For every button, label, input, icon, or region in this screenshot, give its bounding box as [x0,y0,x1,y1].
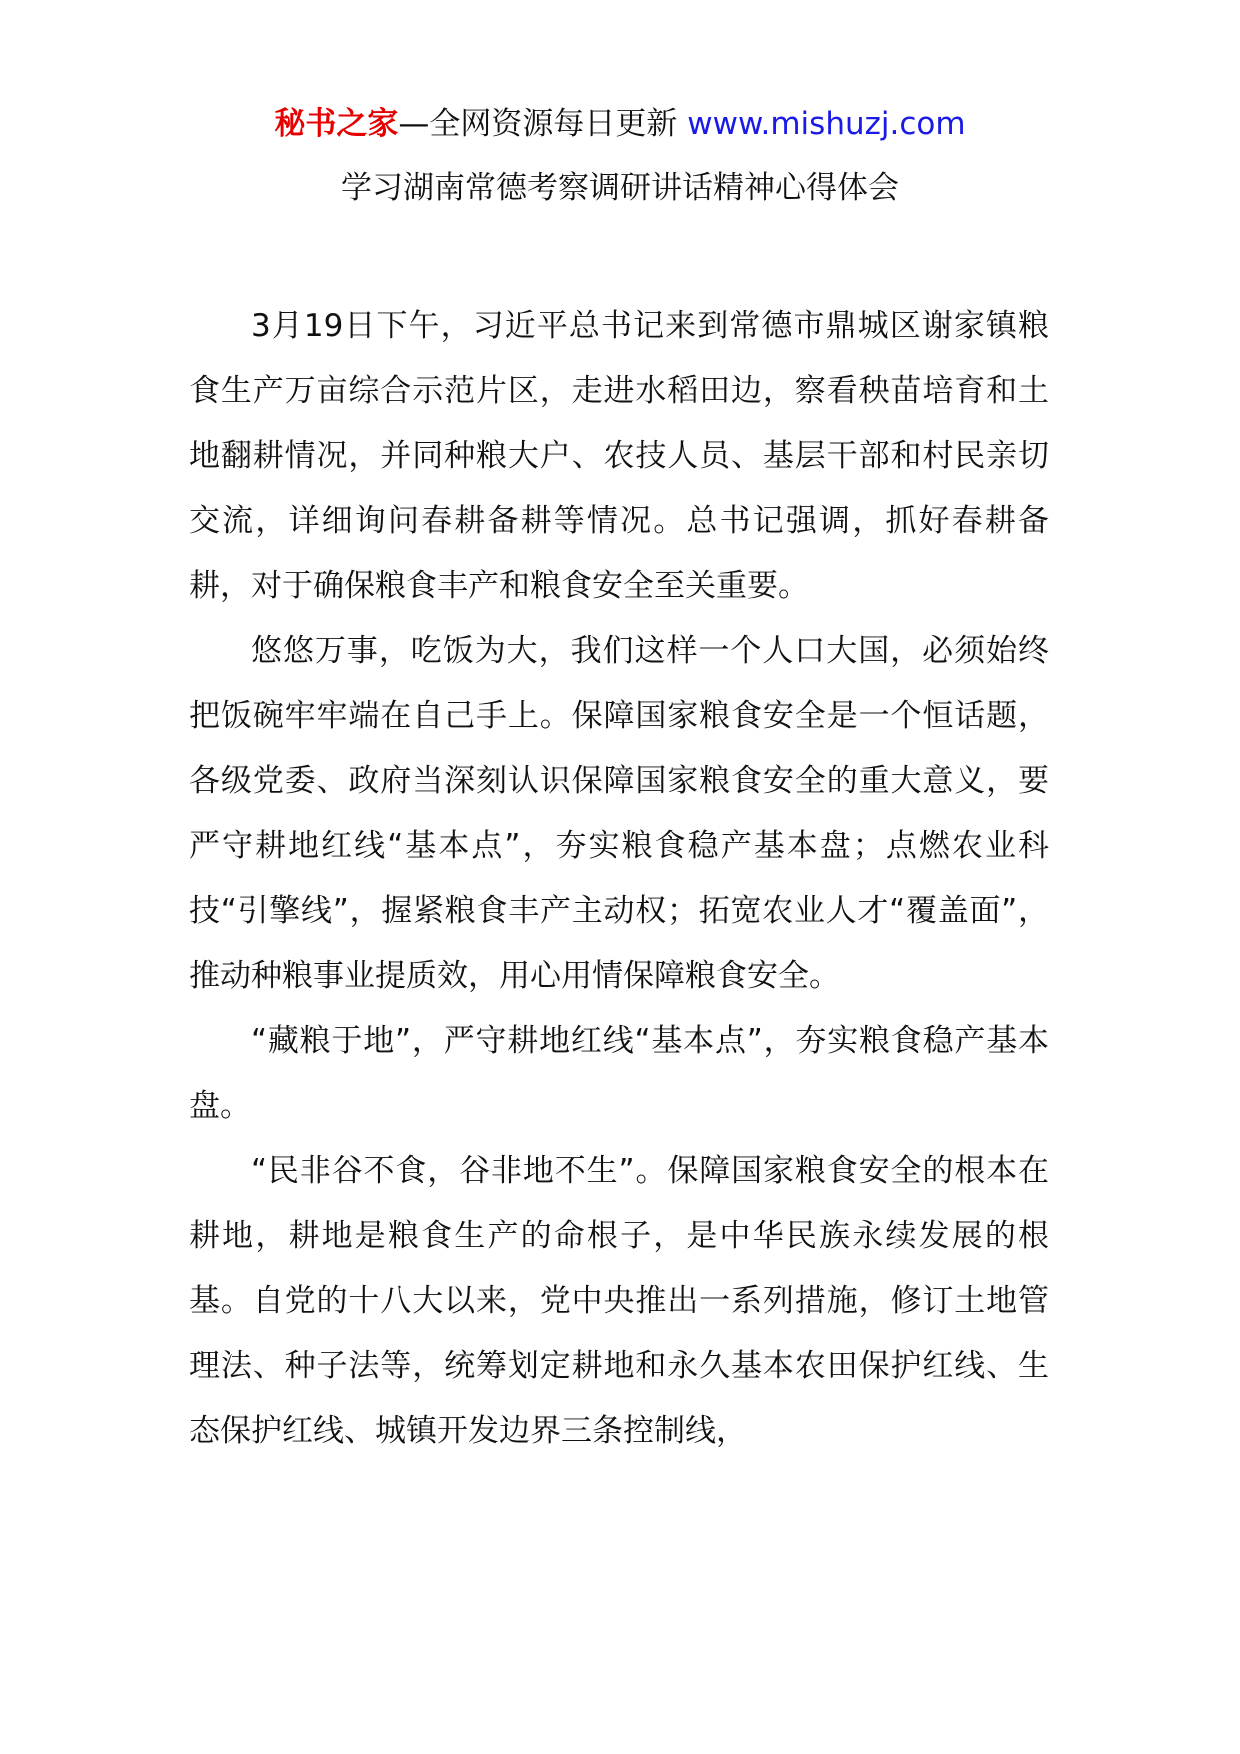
site-header [0,100,1240,148]
site-tagline: —全网资源每日更新 [398,106,688,142]
site-url-link[interactable]: www.mishuzj.com [687,106,966,142]
paragraph-2: 悠悠万事，吃饭为大，我们这样一个人口大国，必须始终把饭碗牢牢端在自己手上。保障国家粮食安全是一个恒话题，各级党委、政府当深刻认识保障国家粮食安全的重大意义，要严守耕地红线“基本点”，夯实粮食稳产基本盘；点燃农业科技“引擎线”，握紧粮食丰产主动权；拓宽农业人才“覆盖面”，推动种粮事业提质效，用心用情保障粮食安全。 [189,633,1049,994]
document-title: 学习湖南常德考察调研讲话精神心得体会 [341,170,899,206]
site-brand: 秘书之家 [274,106,399,142]
paragraph-4: “民非谷不食，谷非地不生”。保障国家粮食安全的根本在耕地，耕地是粮食生产的命根子，是中华民族永续发展的根基。自党的十八大以来，党中央推出一系列措施，修订土地管理法、种子法等，统筹划定耕地和永久基本农田保护红线、生态保护红线、城镇开发边界三条控制线， [189,1153,1049,1449]
paragraph-3: “藏粮于地”，严守耕地红线“基本点”，夯实粮食稳产基本盘。 [189,1023,1049,1124]
paragraph-1: 3月19日下午，习近平总书记来到常德市鼎城区谢家镇粮食生产万亩综合示范片区，走进水稻田边，察看秧苗培育和土地翻耕情况，并同种粮大户、农技人员、基层干部和村民亲切交流，详细询问春耕备耕等情况。总书记强调，抓好春耕备耕，对于确保粮食丰产和粮食安全至关重要。 [189,308,1049,604]
document-body [189,294,1049,1464]
